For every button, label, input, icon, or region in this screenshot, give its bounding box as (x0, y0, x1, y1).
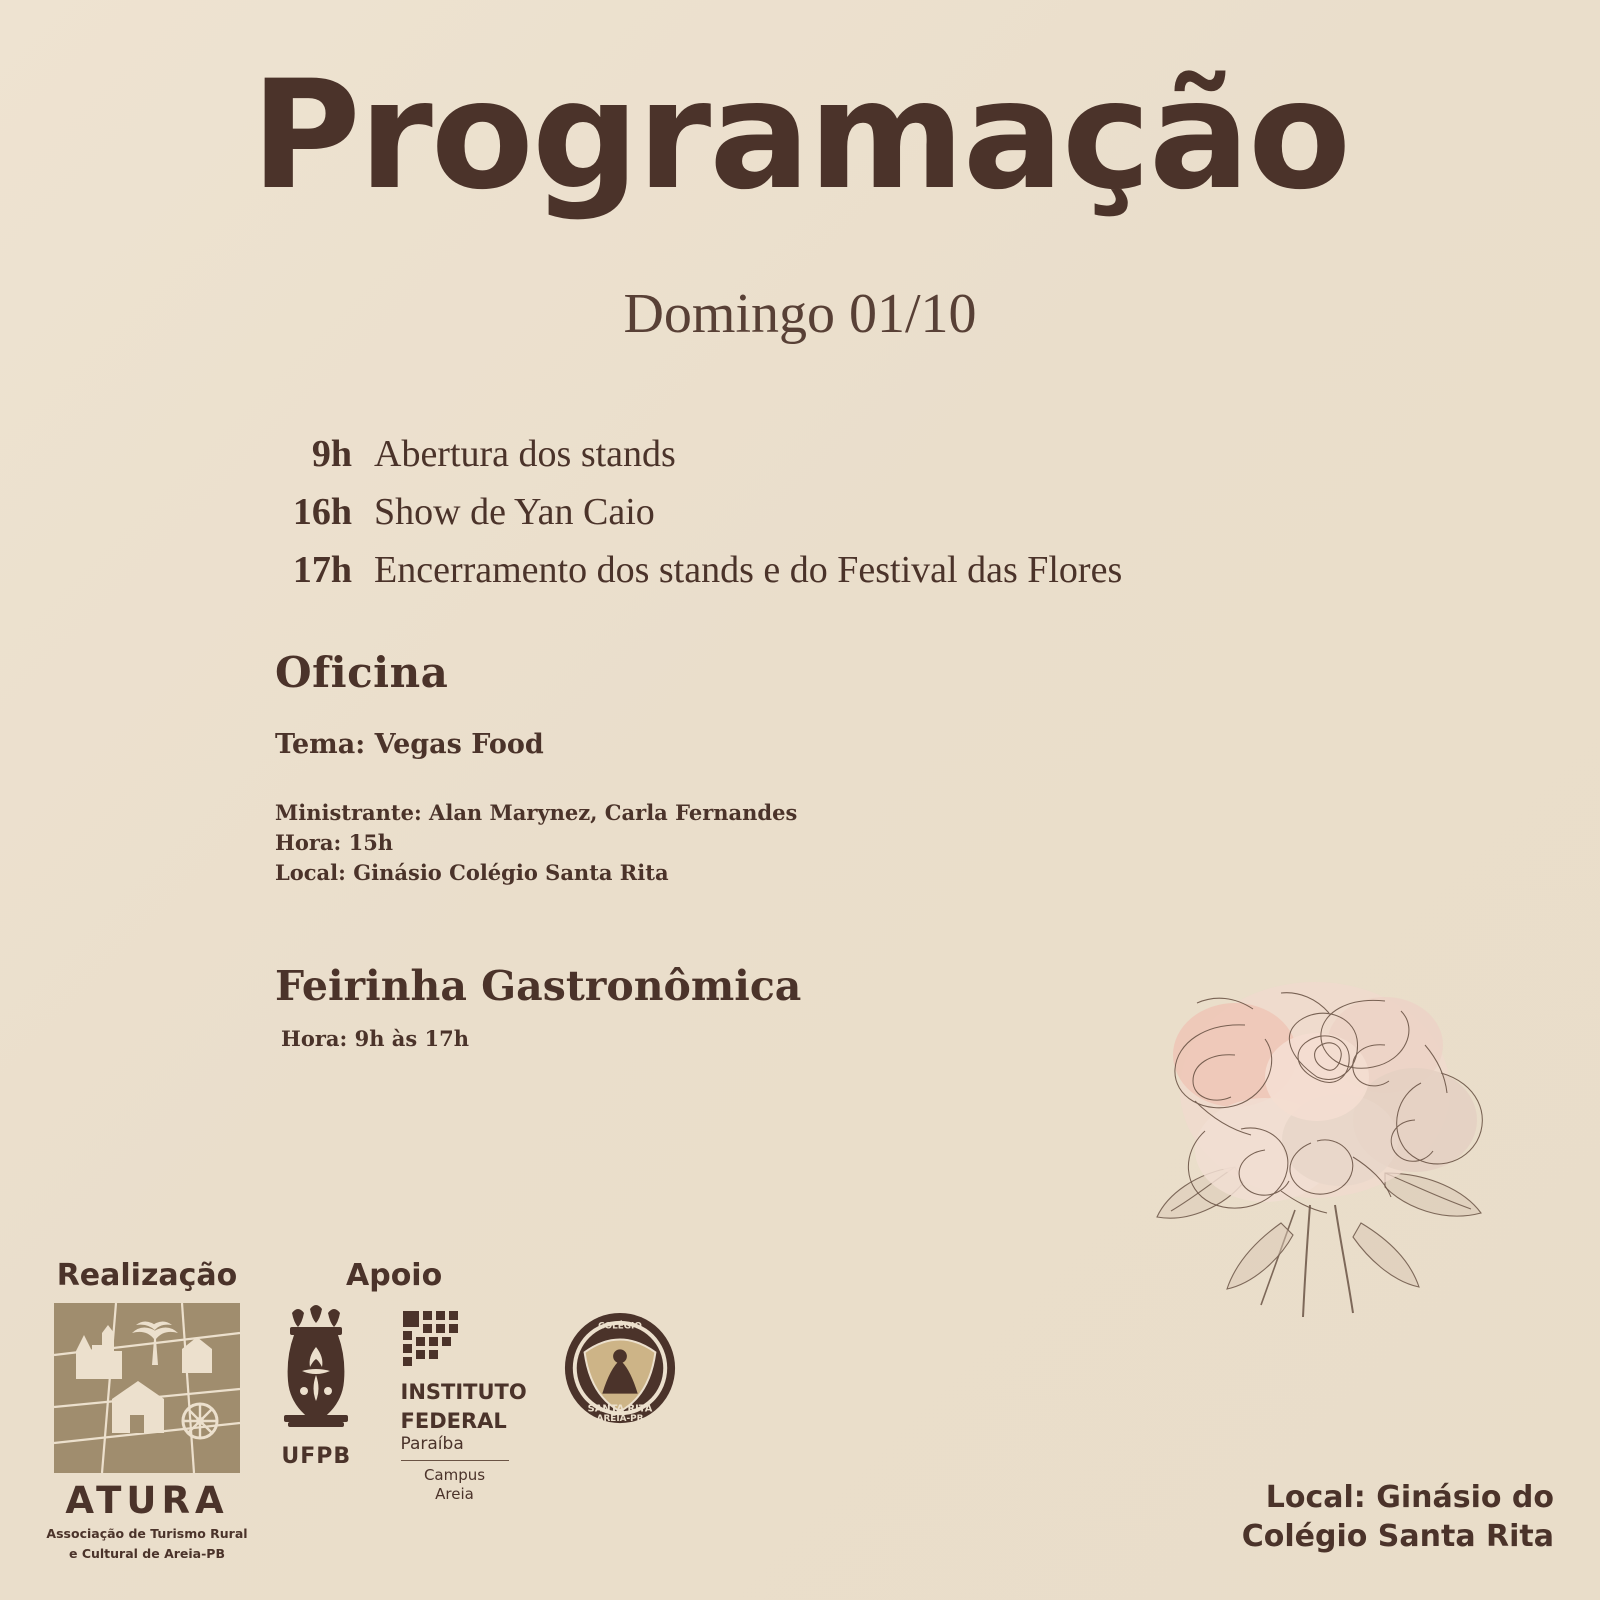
instituto-federal-state: Paraíba (400, 1434, 464, 1454)
schedule-time: 16h (292, 491, 352, 533)
instituto-federal-line2: FEDERAL (400, 1409, 507, 1433)
feirinha-section (275, 962, 1175, 1051)
svg-text:SANTA RITA: SANTA RITA (588, 1403, 653, 1415)
oficina-ministrante: Ministrante: Alan Marynez, Carla Fernandes (275, 800, 798, 825)
apoio-block (262, 1258, 682, 1504)
ufpb-logo-block (262, 1303, 371, 1469)
venue-footer (1242, 1478, 1554, 1556)
atura-logo-icon (54, 1303, 240, 1473)
feirinha-hora: Hora: 9h às 17h (281, 1026, 470, 1051)
schedule-description: Abertura dos stands (374, 433, 676, 475)
apoio-logo-row (262, 1303, 682, 1504)
page-subtitle: Domingo 01/10 (623, 283, 977, 345)
apoio-label: Apoio (346, 1258, 443, 1293)
ufpb-name: UFPB (281, 1444, 352, 1469)
schedule-row (262, 432, 1362, 476)
venue-line1: Local: Ginásio do (1265, 1480, 1554, 1515)
oficina-hora: Hora: 15h (275, 829, 394, 855)
feirinha-heading: Feirinha Gastronômica (275, 962, 802, 1010)
divider (401, 1460, 509, 1461)
realizacao-block (22, 1258, 272, 1563)
instituto-federal-campus-line1: Campus (423, 1466, 486, 1484)
atura-subtitle-line2: e Cultural de Areia-PB (69, 1546, 225, 1562)
atura-name: ATURA (65, 1479, 229, 1522)
schedule-time: 9h (311, 433, 352, 475)
colegio-santa-rita-seal-icon (561, 1307, 679, 1435)
svg-text:COLÉGIO: COLÉGIO (598, 1321, 643, 1332)
oficina-heading: Oficina (275, 648, 449, 697)
svg-text:AREIA-PB: AREIA-PB (596, 1414, 644, 1425)
ufpb-crest-icon (266, 1303, 366, 1433)
oficina-local: Local: Ginásio Colégio Santa Rita (275, 859, 669, 885)
schedule-description: Encerramento dos stands e do Festival das Flores (374, 549, 1123, 591)
schedule-row (262, 490, 1362, 534)
oficina-section (275, 648, 1175, 887)
flower-illustration-icon (1085, 905, 1555, 1355)
schedule-time: 17h (292, 549, 352, 591)
instituto-federal-line1: INSTITUTO (400, 1380, 527, 1404)
realizacao-label: Realização (56, 1258, 238, 1293)
colegio-santa-rita-logo-block (559, 1303, 682, 1440)
oficina-tema: Tema: Vegas Food (275, 729, 544, 760)
schedule-description: Show de Yan Caio (374, 491, 655, 533)
instituto-federal-campus-line2: Areia (435, 1484, 474, 1503)
schedule-list (262, 432, 1362, 606)
atura-subtitle-line1: Associação de Turismo Rural (46, 1526, 248, 1541)
page-title: Programação (250, 49, 1350, 223)
instituto-federal-logo-block (401, 1303, 529, 1504)
instituto-federal-mark-icon (401, 1309, 471, 1369)
venue-line2: Colégio Santa Rita (1241, 1519, 1554, 1554)
schedule-row (262, 548, 1362, 592)
